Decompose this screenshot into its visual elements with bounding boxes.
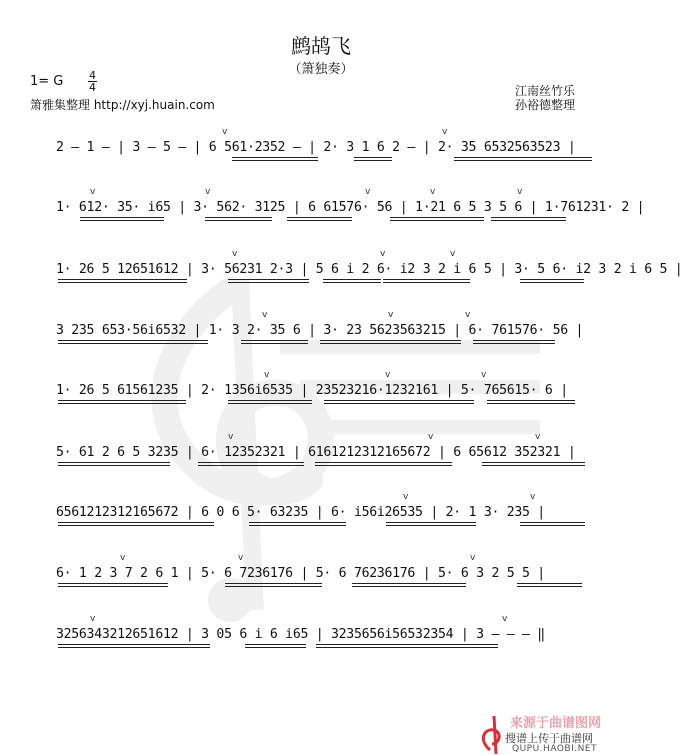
- rhythm-underline: [241, 340, 308, 341]
- rhythm-underline: [287, 217, 352, 218]
- breath-mark: v: [90, 614, 96, 624]
- breath-mark: v: [365, 187, 371, 197]
- rhythm-underline: [383, 279, 470, 280]
- rhythm-underline: [315, 462, 452, 463]
- rhythm-underline: [320, 340, 461, 341]
- rhythm-underline: [80, 220, 164, 221]
- rhythm-underline: [517, 586, 582, 587]
- rhythm-underline: [473, 343, 555, 344]
- rhythm-underline: [386, 525, 476, 526]
- rhythm-underline: [520, 525, 585, 526]
- rhythm-underline: [58, 400, 186, 401]
- breath-mark: v: [264, 370, 270, 380]
- breath-mark: v: [403, 492, 409, 502]
- rhythm-underline: [80, 217, 164, 218]
- rhythm-underline: [58, 465, 170, 466]
- key-signature: 1= G: [30, 74, 64, 89]
- score-row-2: 1· 612· 35· i65 | 3· 562· 3125 | 6 61576· 56 | 1·21 6 5 3 5 6 | 1·761231· 2 |: [56, 200, 645, 215]
- rhythm-underline: [205, 217, 272, 218]
- rhythm-underline: [491, 217, 566, 218]
- rhythm-underline: [249, 525, 346, 526]
- rhythm-underline: [58, 279, 187, 280]
- score-row-6: 5· 61 2 6 5 3235 | 6· 12352321 | 6161212312165672 | 6 65612 352321 |: [56, 445, 576, 460]
- rhythm-underline: [352, 583, 466, 584]
- rhythm-underline: [232, 157, 318, 158]
- rhythm-underline: [58, 282, 187, 283]
- rhythm-underline: [482, 465, 585, 466]
- rhythm-underline: [454, 160, 592, 161]
- score-subtitle: （箫独奏）: [288, 62, 354, 77]
- rhythm-underline: [245, 644, 306, 645]
- rhythm-underline: [520, 522, 585, 523]
- rhythm-underline: [225, 586, 322, 587]
- breath-mark: v: [442, 127, 448, 137]
- rhythm-underline: [228, 403, 312, 404]
- rhythm-underline: [58, 647, 210, 648]
- rhythm-underline: [520, 279, 584, 280]
- watermark-upload-line: 搜谱上传于曲谱网: [505, 732, 593, 745]
- breath-mark: v: [517, 187, 523, 197]
- watermark-source-line: 来源于曲谱图网: [510, 716, 602, 731]
- rhythm-underline: [517, 583, 582, 584]
- breath-mark: v: [238, 553, 244, 563]
- rhythm-underline: [232, 160, 318, 161]
- rhythm-underline: [58, 522, 214, 523]
- breath-mark: v: [228, 432, 234, 442]
- rhythm-underline: [354, 157, 392, 158]
- rhythm-underline: [352, 586, 466, 587]
- rhythm-underline: [58, 644, 210, 645]
- rhythm-underline: [249, 522, 346, 523]
- rhythm-underline: [228, 282, 309, 283]
- breath-mark: v: [262, 310, 268, 320]
- rhythm-underline: [386, 522, 476, 523]
- score-row-9: 3256343212651612 | 3 05 6 i 6 i65 | 3235656i56532354 | 3 — — — ‖: [56, 627, 545, 642]
- genre-label: 江南丝竹乐: [515, 84, 576, 98]
- breath-mark: v: [465, 310, 471, 320]
- rhythm-underline: [58, 340, 208, 341]
- score-row-7: 6561212312165672 | 6 0 6 5· 63235 | 6· i56i26535 | 2· 1 3· 235 |: [56, 505, 545, 520]
- rhythm-underline: [245, 647, 306, 648]
- breath-mark: v: [481, 370, 487, 380]
- breath-mark: v: [430, 187, 436, 197]
- rhythm-underline: [228, 400, 312, 401]
- rhythm-underline: [324, 403, 474, 404]
- rhythm-underline: [390, 220, 484, 221]
- rhythm-underline: [383, 282, 470, 283]
- breath-mark: v: [120, 553, 126, 563]
- rhythm-underline: [316, 644, 498, 645]
- breath-mark: v: [205, 187, 211, 197]
- rhythm-underline: [487, 403, 575, 404]
- editor-credit: 箫雅集整理 http://xyj.huain.com: [30, 98, 215, 112]
- rhythm-underline: [520, 282, 584, 283]
- rhythm-underline: [198, 462, 304, 463]
- breath-mark: v: [502, 614, 508, 624]
- score-row-3: 1· 26 5 12651612 | 3· 56231 2·3 | 5 6 i 2 6· i2 3 2 i 6 5 | 3· 5 6· i2 3 2 i 6 5 |: [56, 262, 682, 277]
- time-signature-top: 4: [89, 69, 96, 82]
- score-title: 鹧鸪飞: [291, 34, 351, 58]
- breath-mark: v: [450, 249, 456, 259]
- rhythm-underline: [58, 583, 168, 584]
- rhythm-underline: [205, 220, 272, 221]
- score-row-8: 6· 1 2 3 7 2 6 1 | 5· 6 7236176 | 5· 6 76236176 | 5· 6 3 2 5 5 |: [56, 566, 545, 581]
- breath-mark: v: [222, 127, 228, 137]
- arranger-credit: 孙裕德整理: [515, 98, 576, 112]
- breath-mark: v: [470, 553, 476, 563]
- breath-mark: v: [232, 249, 238, 259]
- breath-mark: v: [385, 370, 391, 380]
- rhythm-underline: [454, 157, 592, 158]
- time-signature: [88, 70, 97, 93]
- rhythm-underline: [491, 220, 566, 221]
- rhythm-underline: [58, 462, 170, 463]
- rhythm-underline: [58, 525, 214, 526]
- rhythm-underline: [316, 647, 498, 648]
- breath-mark: v: [428, 432, 434, 442]
- rhythm-underline: [58, 586, 168, 587]
- rhythm-underline: [58, 403, 186, 404]
- rhythm-underline: [228, 279, 309, 280]
- rhythm-underline: [323, 279, 381, 280]
- rhythm-underline: [324, 400, 474, 401]
- rhythm-underline: [354, 160, 392, 161]
- rhythm-underline: [320, 343, 461, 344]
- rhythm-underline: [390, 217, 484, 218]
- score-row-4: 3 235 653·56i6532 | 1· 3 2· 35 6 | 3· 23 5623563215 | 6· 761576· 56 |: [56, 323, 584, 338]
- time-signature-bottom: 4: [89, 81, 96, 94]
- rhythm-underline: [315, 465, 452, 466]
- watermark-url: QUPU.HAOBI.NET: [512, 744, 598, 754]
- rhythm-underline: [58, 343, 208, 344]
- rhythm-underline: [482, 462, 585, 463]
- rhythm-underline: [487, 400, 575, 401]
- score-row-5: 1· 26 5 61561235 | 2· 1356i6535 | 23523216·1232161 | 5· 765615· 6 |: [56, 383, 568, 398]
- breath-mark: v: [90, 187, 96, 197]
- breath-mark: v: [535, 432, 541, 442]
- breath-mark: v: [388, 310, 394, 320]
- rhythm-underline: [198, 465, 304, 466]
- breath-mark: v: [380, 249, 386, 259]
- rhythm-underline: [473, 340, 555, 341]
- rhythm-underline: [323, 282, 381, 283]
- rhythm-underline: [225, 583, 322, 584]
- rhythm-underline: [287, 220, 352, 221]
- score-row-1: 2 — 1 — | 3 — 5 — | 6 561·2352 — | 2· 3 1 6 2 — | 2· 35 6532563523 |: [56, 140, 576, 155]
- rhythm-underline: [241, 343, 308, 344]
- breath-mark: v: [530, 492, 536, 502]
